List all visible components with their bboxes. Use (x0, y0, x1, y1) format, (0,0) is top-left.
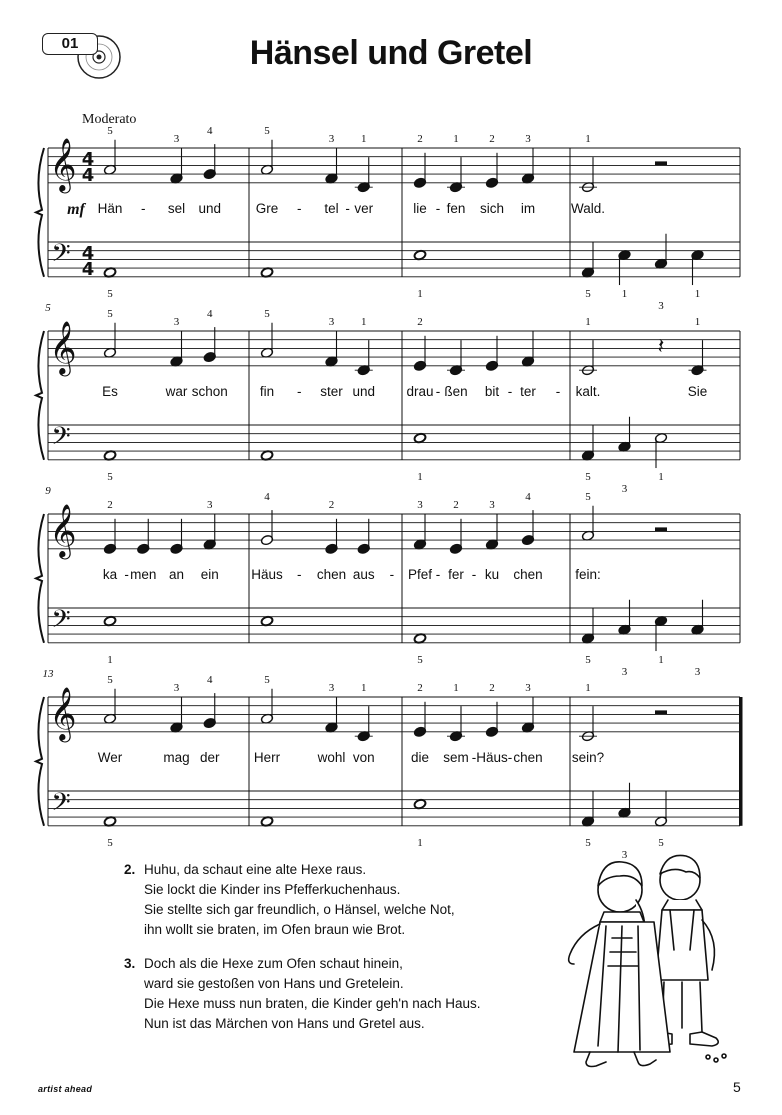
finger-number: 3 (525, 133, 531, 145)
lyric-hyphen: - (297, 384, 302, 399)
finger-number: 4 (207, 125, 213, 137)
measure-number: 9 (45, 485, 51, 497)
lyric-hyphen: - (141, 201, 146, 216)
verse-line: Huhu, da schaut eine alte Hexe raus. (144, 862, 367, 877)
verse-line: Die Hexe muss nun braten, die Kinder geh'n nach Haus. (144, 996, 481, 1011)
finger-number: 3 (489, 499, 495, 511)
finger-number: 1 (694, 287, 701, 300)
lyric-syllable: ver (354, 201, 374, 216)
time-signature-top: 4 (81, 149, 95, 170)
tempo-marking: Moderato (82, 112, 137, 127)
lyric-syllable: sel (167, 201, 186, 216)
system-2 (36, 323, 740, 468)
treble-clef: 𝄞 (49, 503, 77, 557)
lyric-syllable: ein (200, 567, 219, 582)
finger-number: 3 (525, 682, 531, 694)
finger-number: 1 (417, 470, 423, 483)
finger-number: 2 (417, 682, 423, 694)
verse-line: Doch als die Hexe zum Ofen schaut hinein, (144, 956, 403, 971)
finger-number: 1 (417, 836, 423, 849)
track-number-badge: 01 (42, 33, 98, 55)
lyric-syllable: ter (520, 384, 536, 399)
lyric-syllable: sein? (571, 750, 605, 765)
finger-number: 3 (328, 133, 335, 145)
lyric-syllable: ster (320, 384, 343, 399)
finger-number: 1 (585, 682, 591, 694)
lyric-syllable: ka (102, 567, 118, 582)
measure-number: 5 (45, 302, 51, 314)
finger-number: 5 (585, 287, 591, 300)
lyric-hyphen: - (297, 567, 302, 582)
finger-number: 3 (173, 316, 180, 328)
lyric-hyphen: - (389, 567, 395, 582)
bass-clef: 𝄢 (51, 788, 71, 823)
lyric-syllable: fer (448, 567, 464, 582)
finger-number: 3 (173, 682, 180, 694)
bass-clef: 𝄢 (51, 605, 71, 640)
finger-number: 2 (328, 499, 335, 511)
lyric-syllable: an (168, 567, 185, 582)
finger-number: 5 (585, 836, 591, 849)
finger-number: 3 (417, 499, 423, 511)
lyric-syllable: kalt. (575, 384, 601, 399)
lyric-syllable: chen (513, 750, 543, 765)
finger-number: 1 (107, 653, 113, 666)
finger-number: 1 (361, 682, 367, 694)
lyric-syllable: Häus (476, 750, 508, 765)
lyric-syllable: von (352, 750, 375, 765)
bass-clef: 𝄢 (51, 239, 71, 274)
lyric-hyphen: - (471, 567, 477, 582)
lyric-syllable: men (130, 567, 157, 582)
lyric-syllable: chen (316, 567, 347, 582)
finger-number: 2 (489, 682, 495, 694)
finger-number: 5 (585, 653, 591, 666)
lyric-syllable: Herr (253, 750, 281, 765)
finger-number: 5 (107, 836, 113, 849)
finger-number: 3 (658, 299, 664, 312)
lyric-hyphen: - (297, 201, 302, 216)
lyric-syllable: und (352, 384, 376, 399)
page-number: 5 (733, 1079, 741, 1095)
finger-number: 5 (264, 674, 270, 686)
lyric-syllable: sich (479, 201, 505, 216)
lyric-syllable: aus (352, 567, 375, 582)
finger-number: 3 (207, 499, 213, 511)
finger-number: 1 (585, 133, 591, 145)
finger-number: 2 (107, 499, 113, 511)
lyric-syllable: Sie (687, 384, 708, 399)
finger-number: 5 (658, 836, 664, 849)
verse-number: 3. (124, 956, 136, 971)
finger-number: 3 (621, 665, 628, 678)
lyric-hyphen: - (124, 567, 129, 582)
publisher-logo: artist ahead (38, 1084, 93, 1094)
finger-number: 4 (207, 308, 213, 320)
lyric-hyphen: - (345, 201, 350, 216)
brace (36, 331, 44, 460)
lyric-syllable: fen (446, 201, 466, 216)
lyric-syllable: Es (102, 384, 118, 399)
finger-number: 1 (658, 653, 664, 666)
time-signature-bottom: 4 (81, 259, 95, 280)
lyric-syllable: Pfef (407, 567, 433, 582)
finger-number: 2 (417, 133, 423, 145)
lyric-syllable: sem (443, 750, 469, 765)
half-rest (655, 161, 667, 165)
lyric-syllable: fein: (575, 567, 601, 582)
finger-number: 1 (361, 133, 367, 145)
finger-number: 1 (417, 287, 423, 300)
bass-clef: 𝄢 (51, 422, 71, 457)
finger-number: 1 (361, 316, 367, 328)
verse-line: Nun ist das Märchen von Hans und Gretel aus. (144, 1016, 425, 1031)
lyric-syllable: war (165, 384, 188, 399)
lyric-syllable: Wer (97, 750, 123, 765)
finger-number: 4 (264, 491, 270, 503)
lyric-hyphen: - (435, 201, 441, 216)
lyric-syllable: mag (163, 750, 190, 765)
finger-number: 3 (173, 133, 180, 145)
lyric-syllable: Hän (97, 201, 123, 216)
finger-number: 5 (107, 125, 113, 137)
haensel-gretel-illustration (560, 842, 750, 1072)
finger-number: 3 (621, 482, 628, 495)
verse-line: ihn wollt sie braten, im Ofen braun wie Brot. (144, 922, 406, 937)
brace (36, 697, 44, 826)
finger-number: 1 (658, 470, 664, 483)
brace (36, 148, 44, 277)
finger-number: 5 (264, 125, 270, 137)
finger-number: 3 (621, 848, 628, 861)
quarter-rest: 𝄽 (657, 334, 665, 360)
lyric-syllable: und (198, 201, 222, 216)
verse-line: Sie stellte sich gar freundlich, o Hänsel, welche Not, (144, 902, 455, 917)
finger-number: 5 (107, 674, 113, 686)
verse-3 (124, 954, 481, 1034)
time-signature-top: 4 (81, 243, 95, 264)
lyric-syllable: der (199, 750, 220, 765)
finger-number: 3 (328, 682, 335, 694)
lyric-syllable: schon (191, 384, 228, 399)
finger-number: 2 (453, 499, 459, 511)
lyric-syllable: Häus (251, 567, 283, 582)
finger-number: 5 (585, 470, 591, 483)
finger-number: 3 (328, 316, 335, 328)
finger-number: 1 (694, 316, 701, 328)
brace (36, 514, 44, 643)
lyric-syllable: chen (513, 567, 543, 582)
finger-number: 5 (107, 470, 113, 483)
half-rest (655, 710, 667, 714)
finger-number: 1 (453, 133, 459, 145)
finger-number: 3 (694, 665, 701, 678)
lyric-syllable: die (410, 750, 430, 765)
lyric-syllable: lie (413, 201, 427, 216)
half-rest (655, 527, 667, 531)
lyric-syllable: tel (324, 201, 339, 216)
lyric-syllable: drau (406, 384, 434, 399)
final-barline (739, 697, 743, 826)
verse-number: 2. (124, 862, 136, 877)
verse-line: ward sie gestoßen von Hans und Gretelein. (144, 976, 404, 991)
finger-number: 2 (489, 133, 495, 145)
lyric-syllable: im (520, 201, 536, 216)
lyric-syllable: bit (484, 384, 500, 399)
lyric-hyphen: - (435, 567, 441, 582)
verse-line: Sie lockt die Kinder ins Pfefferkuchenhaus. (144, 882, 401, 897)
system-4 (36, 689, 743, 827)
time-signature-bottom: 4 (81, 165, 95, 186)
treble-clef: 𝄞 (49, 686, 77, 740)
lyric-syllable: ku (484, 567, 500, 582)
finger-number: 4 (525, 491, 531, 503)
lyric-syllable: fin (259, 384, 275, 399)
finger-number: 1 (585, 316, 591, 328)
dynamic-marking: mf (67, 201, 85, 218)
lyric-hyphen: - (507, 384, 513, 399)
lyric-hyphen: - (471, 750, 477, 765)
lyric-hyphen: - (555, 384, 561, 399)
lyric-syllable: Wald. (570, 201, 606, 216)
lyric-syllable: ßen (444, 384, 468, 399)
verse-2 (124, 860, 481, 940)
additional-verses (124, 860, 481, 1048)
treble-clef: 𝄞 (49, 137, 77, 191)
finger-number: 5 (417, 653, 423, 666)
measure-number: 13 (42, 668, 54, 680)
finger-number: 5 (107, 287, 113, 300)
page-title: Hänsel und Gretel (249, 34, 533, 72)
lyric-hyphen: - (507, 750, 513, 765)
finger-number: 1 (621, 287, 628, 300)
finger-number: 5 (264, 308, 270, 320)
finger-number: 5 (585, 491, 591, 503)
treble-clef: 𝄞 (49, 320, 77, 374)
lyric-syllable: Gre (255, 201, 279, 216)
finger-number: 1 (453, 682, 459, 694)
lyric-hyphen: - (435, 384, 441, 399)
finger-number: 2 (417, 316, 423, 328)
lyric-syllable: wohl (317, 750, 346, 765)
finger-number: 5 (107, 308, 113, 320)
finger-number: 4 (207, 674, 213, 686)
